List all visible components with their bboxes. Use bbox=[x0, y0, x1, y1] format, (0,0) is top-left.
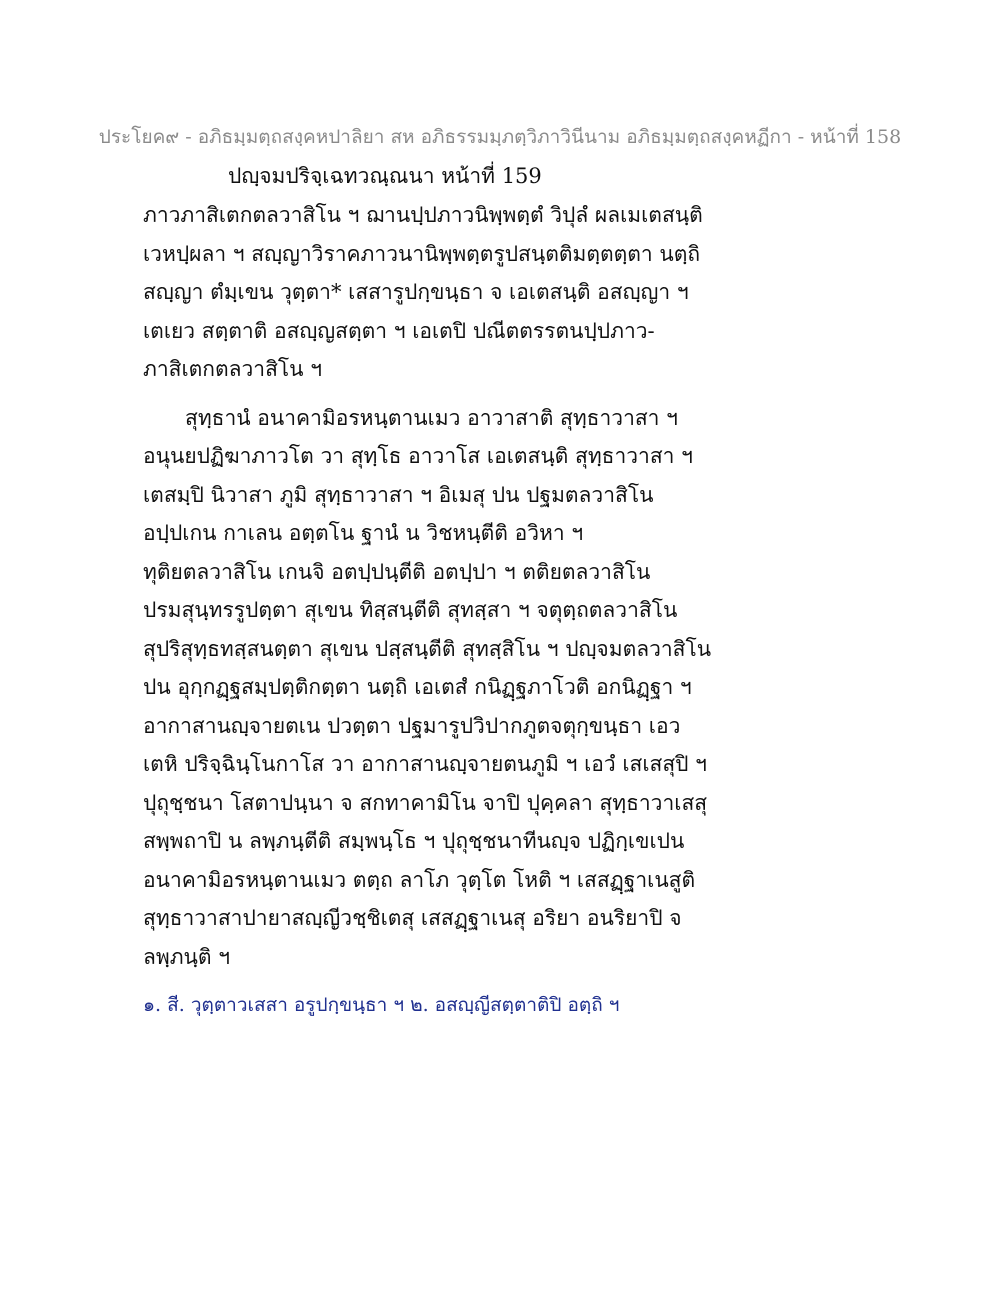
paragraph-gap bbox=[143, 389, 903, 399]
text-line: ภาวภาสิเตกตลวาสิโน ฯ ฌานปฺปภาวนิพฺพตฺตํ วิปุลํ ผลเมเตสนฺติ bbox=[143, 203, 703, 227]
text-line: สพฺพถาปิ น ลพฺภนฺตีติ สมฺพนฺโธ ฯ ปุถุชฺชนาทีนญฺจ ปฏิกฺเขเปน bbox=[143, 829, 685, 853]
text-line: ลพฺภนฺติ ฯ bbox=[143, 944, 231, 969]
text-line: ภาสิเตกตลวาสิโน ฯ bbox=[143, 357, 322, 381]
footnote: ๑. สี. วุตฺตาวเสสา อรูปกฺขนฺธา ฯ ๒. อสญฺญีสตฺตาติปิ อตฺถิ ฯ bbox=[143, 994, 620, 1016]
text-line: สญฺญา ตํมฺเขน วุตฺตา* เสสารูปกฺขนฺธา จ เอเตสนฺติ อสญฺญา ฯ bbox=[143, 280, 689, 304]
text-line: อากาสานญฺจายตเน ปวตฺตา ปฐมารูปวิปากภูตจตุกฺขนฺธา เอว bbox=[143, 713, 681, 738]
paragraph-1 bbox=[143, 196, 903, 389]
text-line: อปฺปเกน กาเลน อตฺตโน ฐานํ น วิชหนฺตีติ อวิหา ฯ bbox=[143, 521, 584, 545]
text-line: สุทฺธานํ อนาคามิอรหนฺตานเมว อาวาสาติ สุทฺธาวาสา ฯ bbox=[185, 405, 678, 430]
text-line: ทุติยตลวาสิโน เกนจิ อตปฺปนฺตีติ อตปฺปา ฯ ตติยตลวาสิโน bbox=[143, 559, 651, 584]
text-line: ปรมสุนฺทรรูปตฺตา สุเขน ทิสฺสนฺตีติ สุทสฺสา ฯ จตุตฺถตลวาสิโน bbox=[143, 598, 678, 622]
text-line: อนาคามิอรหนฺตานเมว ตตฺถ ลาโภ วุตฺโต โหติ ฯ เสสฏฺฐาเนสูติ bbox=[143, 867, 696, 892]
text-line: สุทฺธาวาสาปายาสญฺญีวชฺชิเตสุ เสสฏฺฐาเนสุ อริยา อนริยาปิ จ bbox=[143, 906, 682, 930]
text-line: เตสมฺปิ นิวาสา ภูมิ สุทฺธาวาสา ฯ อิเมสุ ปน ปฐมตลวาสิโน bbox=[143, 482, 654, 507]
body-text bbox=[143, 196, 903, 976]
text-line: สุปริสุทฺธทสฺสนตฺตา สุเขน ปสฺสนฺตีติ สุทสฺสิโน ฯ ปญฺจมตลวาสิโน bbox=[143, 636, 712, 661]
section-heading: ปญฺจมปริจฺเฉทวณฺณนา หน้าที่ 159 bbox=[228, 164, 542, 188]
text-line: เตหิ ปริจฺฉินฺโนกาโส วา อากาสานญฺจายตนภูมิ ฯ เอวํ เสเสสุปิ ฯ bbox=[143, 752, 707, 776]
text-line: เวหปฺผลา ฯ สญฺญาวิราคภาวนานิพฺพตฺตรูปสนฺตติมตฺตตฺตา นตฺถิ bbox=[143, 241, 701, 266]
paragraph-2 bbox=[143, 399, 903, 977]
text-line: อนุนยปฏิฆาภาวโต วา สุทฺโธ อาวาโส เอเตสนฺติ สุทฺธาวาสา ฯ bbox=[143, 444, 693, 468]
text-line: ปุถุชฺชนา โสตาปนฺนา จ สกทาคามิโน จาปิ ปุคฺคลา สุทฺธาวาเสสุ bbox=[143, 790, 708, 815]
text-line: เตเยว สตฺตาติ อสญฺญสตฺตา ฯ เอเตปิ ปณีตตรรตนปฺปภาว- bbox=[143, 318, 655, 343]
text-line: ปน อุกฺกฏฺฐสมฺปตฺติกตฺตา นตฺถิ เอเตสํ กนิฏฺฐภาโวติ อกนิฏฺฐา ฯ bbox=[143, 675, 692, 699]
page-header: ประโยค๙ - อภิธมฺมตฺถสงฺคหปาลิยา สห อภิธรรมมฺภตฺวิภาวินีนาม อภิธมฺมตฺถสงฺคหฏีกา - หน้าที่ 158 bbox=[98, 126, 902, 148]
